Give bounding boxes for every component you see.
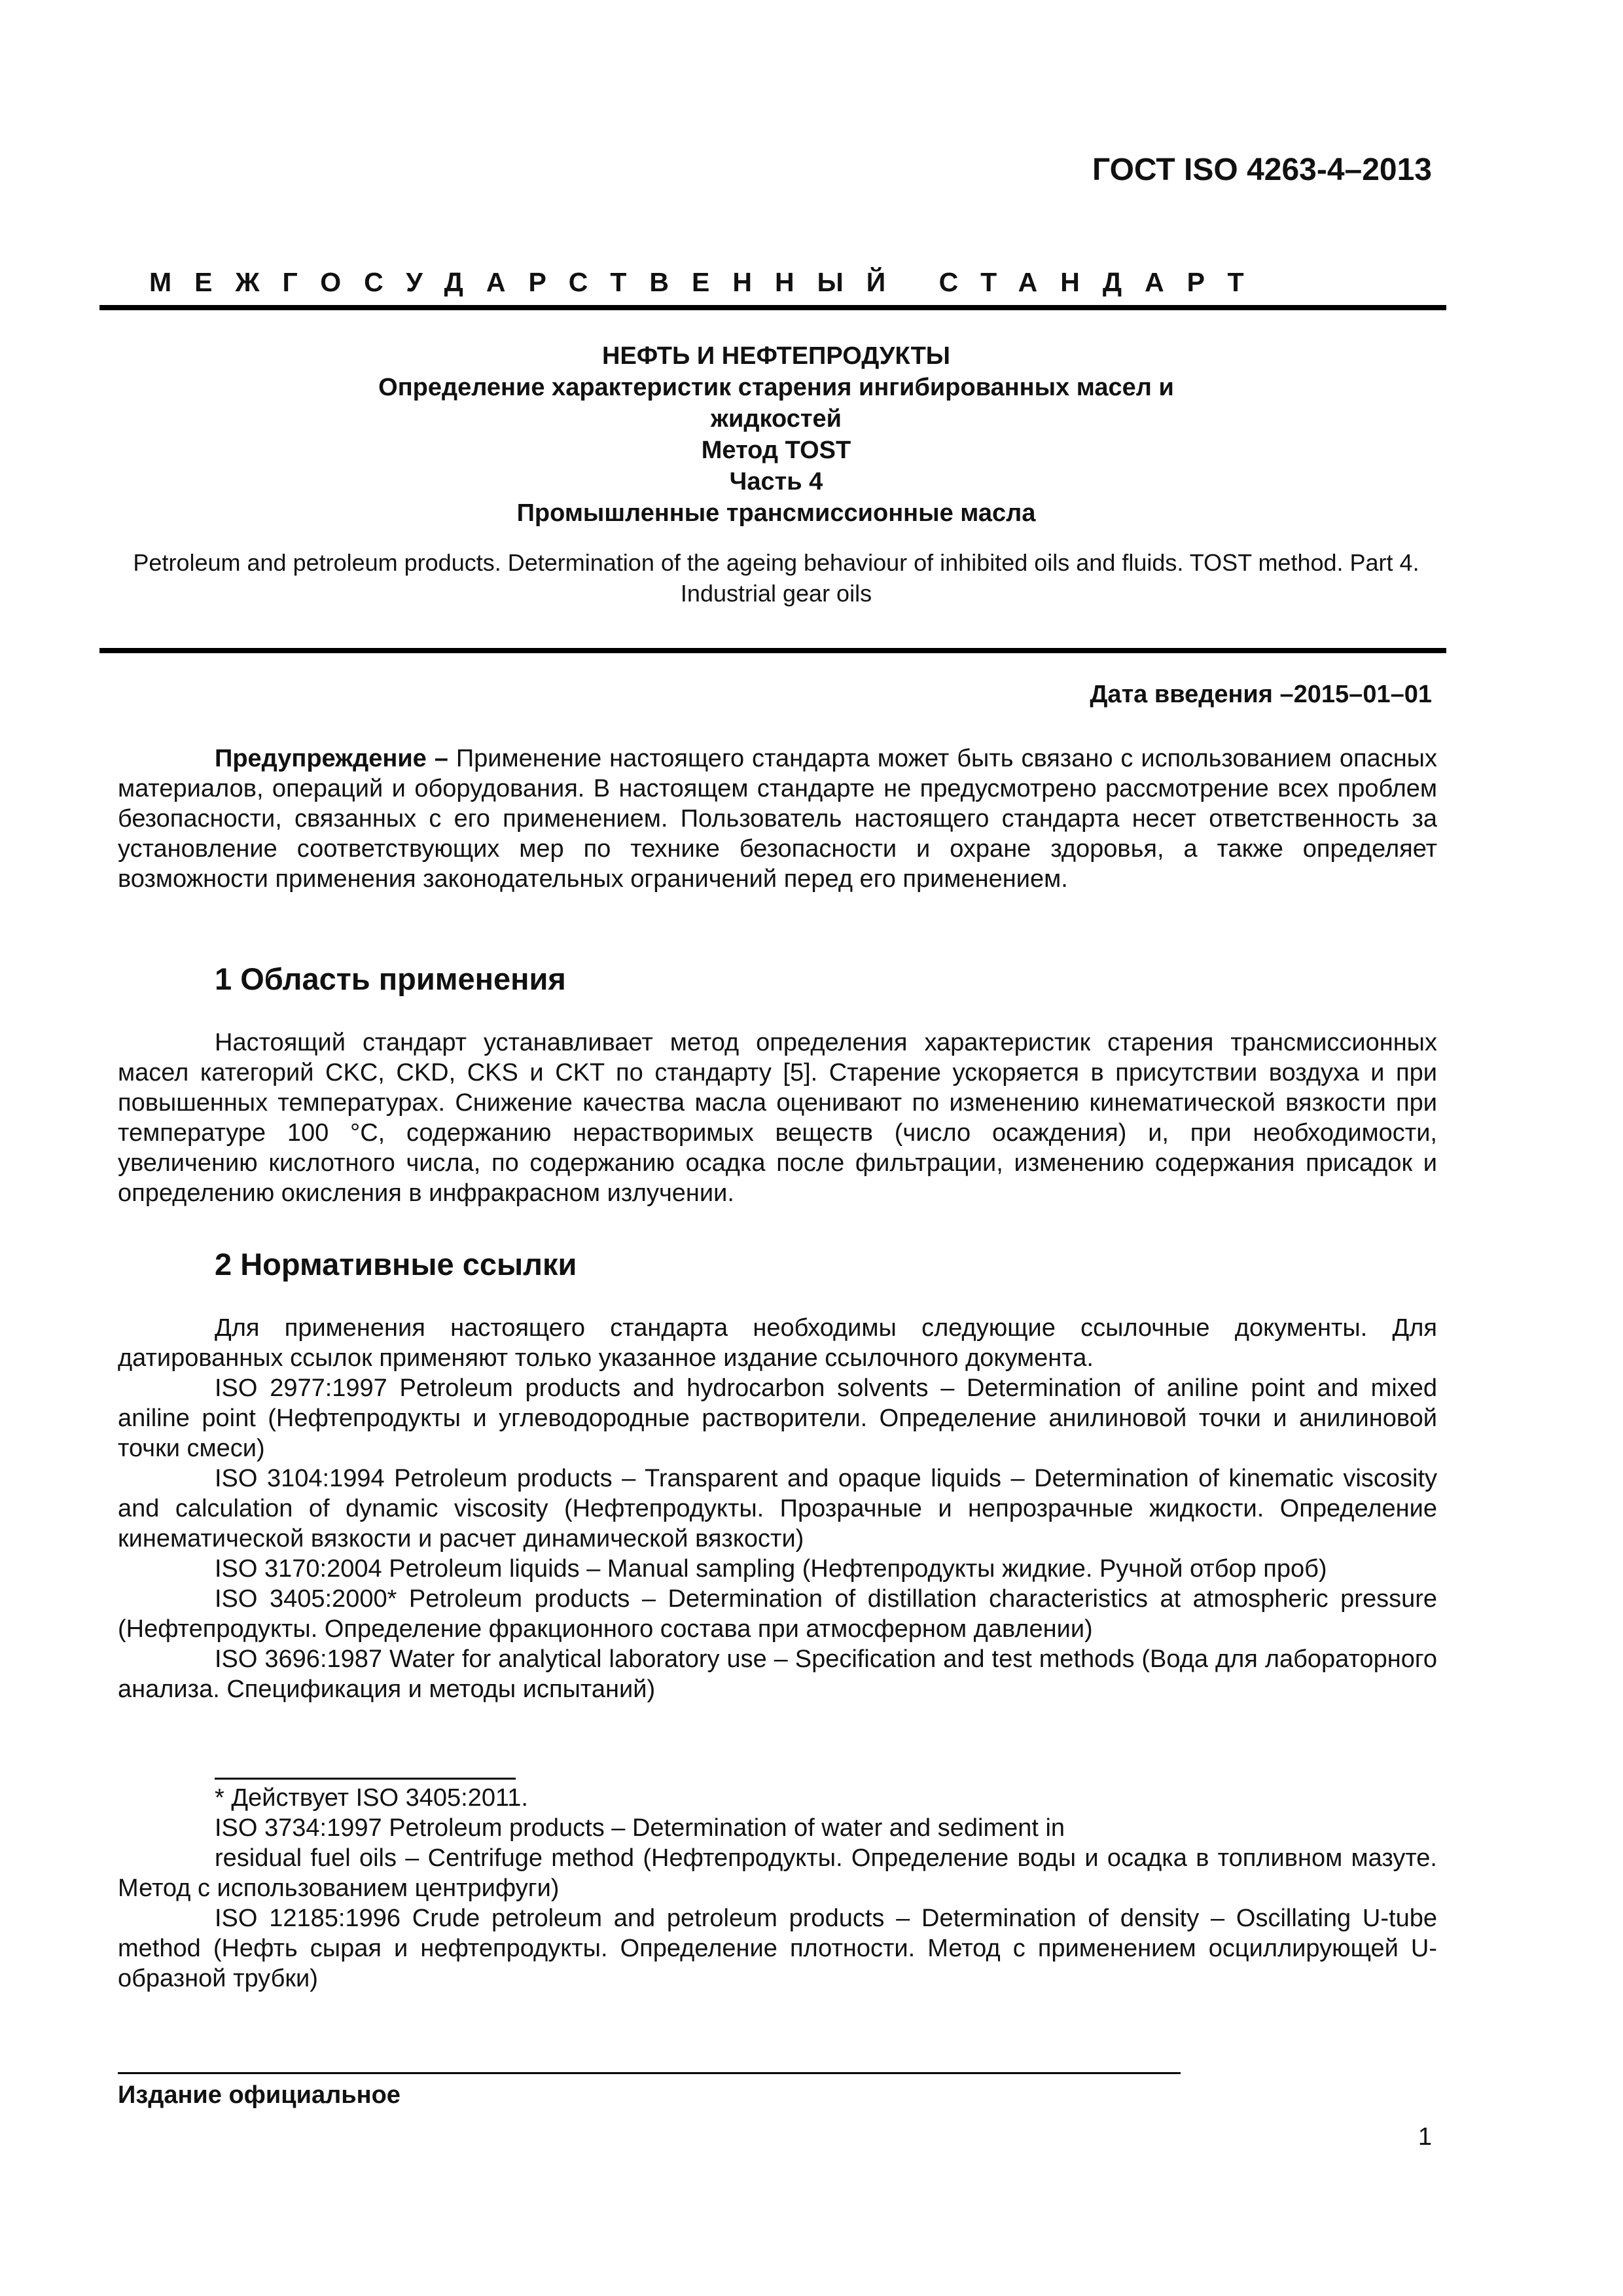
top-rule [99, 305, 1446, 310]
section-2-body [118, 1313, 1437, 1704]
standard-code: ГОСТ ISO 4263-4–2013 [1092, 152, 1432, 187]
reference-item: ISO 3170:2004 Petroleum liquids – Manual sampling (Нефтепродукты жидкие. Ручной отбор проб) [215, 1555, 1327, 1583]
section-2-intro: Для применения настоящего стандарта необходимы следующие ссылочные документы. Для датированных ссылок применяют только указанное издание ссылочного документа. [118, 1314, 1437, 1372]
title-line: Определение характеристик старения ингибированных масел и [378, 374, 1174, 401]
title-line: Метод TOST [701, 437, 851, 464]
reference-item: ISO 3734:1997 Petroleum products – Determination of water and sediment in [215, 1814, 1065, 1842]
reference-item: ISO 3405:2000* Petroleum products – Determination of distillation characteristics at atmospheric pressure (Нефтепродукты. Определение фракционного состава при атмосферном давлении) [118, 1585, 1437, 1643]
section-1-paragraph: Настоящий стандарт устанавливает метод определения характеристик старения трансмиссионных масел категорий CKC, CKD, CKS и CKT по стандарту [5]. Старение ускоряется в присутствии воздуха и при повышенных температурах. Снижение качества масла оценивают по изменению кинематической вязкости при температуре 100 °С, содержанию нерастворимых веществ (число осаждения) и, при необходимости, увеличению кислотного числа, по содержанию осадка после фильтрации, изменению содержания присадок и определению окисления в инфракрасном излучении. [118, 1029, 1437, 1207]
footnote-rule [215, 1778, 516, 1780]
reference-item: ISO 3696:1987 Water for analytical laboratory use – Specification and test methods (Вода для лабораторного анализа. Спецификация и методы испытаний) [118, 1645, 1437, 1703]
warning-text: Применение настоящего стандарта может быть связано с использованием опасных материалов, операций и оборудования. В настоящем стандарте не предусмотрено рассмотрение всех проблем безопасности, связанных с его применением. Пользователь настоящего стандарта несет ответственность за установление соответствующих мер по технике безопасности и охране здоровья, а также определяет возможности применения законодательных ограничений перед его применением. [118, 745, 1437, 893]
section-1-heading: 1 Область применения [215, 961, 566, 996]
introduction-date: Дата введения –2015–01–01 [1090, 681, 1432, 708]
footnote: * Действует ISO 3405:2011. [215, 1784, 528, 1812]
publication-note: Издание официальное [118, 2081, 401, 2109]
reference-item: ISO 2977:1997 Petroleum products and hydrocarbon solvents – Determination of aniline point and mixed aniline point (Нефтепродукты и углеводородные растворители. Определение анилиновой точки и анилиновой точки смеси) [118, 1374, 1437, 1462]
publication-rule [118, 2072, 1181, 2074]
page-number: 1 [1418, 2123, 1432, 2151]
title-line: Часть 4 [729, 468, 823, 495]
section-2-heading: 2 Нормативные ссылки [215, 1247, 577, 1282]
english-title: Petroleum and petroleum products. Determination of the ageing behaviour of inhibited oils and fluids. TOST method. Part 4. Industrial gear oils [133, 549, 1419, 607]
warning-paragraph [118, 744, 1437, 894]
title-line: Промышленные трансмиссионные масла [516, 499, 1036, 527]
after-footnote-body [118, 1783, 1437, 1994]
section-1-body [118, 1028, 1437, 1208]
title-line: жидкостей [711, 405, 842, 433]
reference-item: ISO 12185:1996 Crude petroleum and petroleum products – Determination of density – Oscillating U-tube method (Нефть сырая и нефтепродукты. Определение плотности. Метод с применением осциллирующей U-образной трубки) [118, 1905, 1437, 1992]
document-title [115, 340, 1437, 529]
interstate-standard-label: МЕЖГОСУДАРСТВЕННЫЙ СТАНДАРТ [149, 267, 1267, 297]
warning-label: Предупреждение – [215, 745, 448, 772]
title-rule [99, 648, 1446, 653]
reference-item: ISO 3104:1994 Petroleum products – Transparent and opaque liquids – Determination of kinematic viscosity and calculation of dynamic viscosity (Нефтепродукты. Прозрачные и непрозрачные жидкости. Определение кинематической вязкости и расчет динамической вязкости) [118, 1465, 1437, 1552]
title-line: НЕФТЬ И НЕФТЕПРОДУКТЫ [602, 342, 950, 370]
reference-item: residual fuel oils – Centrifuge method (Нефтепродукты. Определение воды и осадка в топливном мазуте. Метод с использованием центрифуги) [118, 1844, 1437, 1902]
